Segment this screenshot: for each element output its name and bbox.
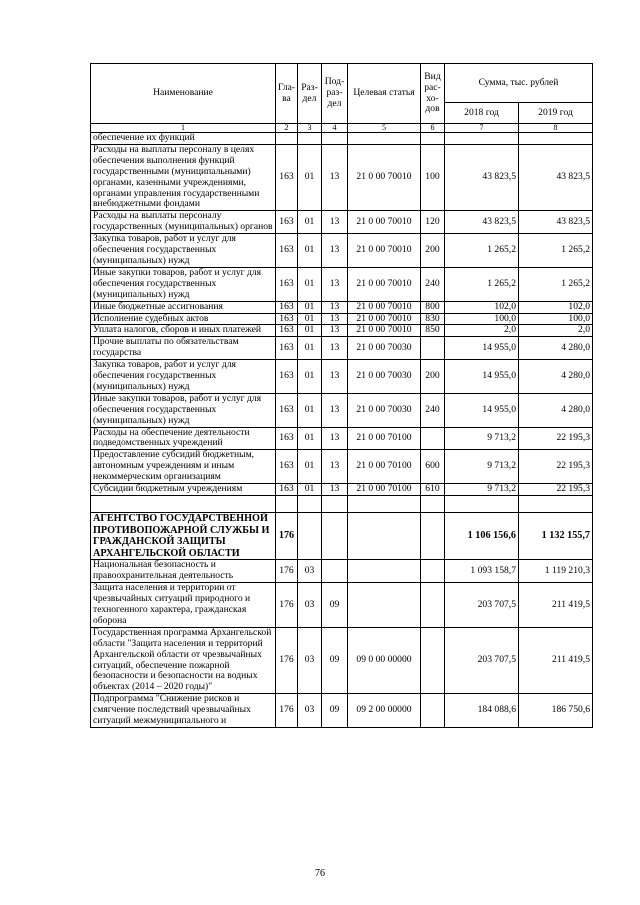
column-number: 7	[445, 124, 519, 133]
row-target-article: 09 2 00 00000	[348, 694, 421, 728]
row-amount-2019: 22 195,3	[519, 484, 593, 496]
budget-table	[90, 63, 593, 728]
row-name: Иные закупки товаров, работ и услуг для обеспечения государственных (муниципальных) нужд	[91, 267, 276, 301]
row-expense-type	[421, 513, 445, 560]
row-amount-2018: 1 093 158,7	[445, 560, 519, 583]
table-row	[91, 144, 593, 210]
row-target-article	[348, 513, 421, 560]
row-chapter: 163	[276, 144, 298, 210]
row-amount-2019: 1 265,2	[519, 234, 593, 268]
table-row	[91, 427, 593, 450]
row-amount-2018: 100,0	[445, 313, 519, 325]
row-expense-type	[421, 694, 445, 728]
table-row	[91, 360, 593, 394]
row-chapter: 163	[276, 337, 298, 360]
row-amount-2018: 14 955,0	[445, 393, 519, 427]
row-section: 01	[298, 337, 322, 360]
table-row	[91, 313, 593, 325]
table-row	[91, 560, 593, 583]
row-amount-2019: 4 280,0	[519, 360, 593, 394]
spacer-cell	[519, 496, 593, 513]
row-expense-type	[421, 560, 445, 583]
row-chapter: 163	[276, 393, 298, 427]
table-row	[91, 513, 593, 560]
header-subsection: Под-раз-дел	[322, 64, 348, 124]
row-name: Подпрограмма "Снижение рисков и смягчение последствий чрезвычайных ситуаций межмуниципального и	[91, 694, 276, 728]
row-name: Предоставление субсидий бюджетным, автономным учреждениям и иным некоммерческим организациям	[91, 450, 276, 484]
row-subsection: 13	[322, 337, 348, 360]
header-section: Раз-дел	[298, 64, 322, 124]
row-expense-type: 830	[421, 313, 445, 325]
row-section	[298, 513, 322, 560]
table-body	[91, 133, 593, 728]
column-number: 6	[421, 124, 445, 133]
row-name: Государственная программа Архангельской области "Защита населения и территорий Архангельской области от чрезвычайных ситуаций, обеспечение пожарной безопасности и безопасности на водных объектах (2014 – 2020 годы)"	[91, 627, 276, 693]
row-amount-2018: 9 713,2	[445, 484, 519, 496]
row-subsection: 13	[322, 393, 348, 427]
row-expense-type	[421, 133, 445, 145]
table-row	[91, 234, 593, 268]
row-amount-2018: 203 707,5	[445, 583, 519, 628]
row-expense-type: 100	[421, 144, 445, 210]
row-amount-2018: 203 707,5	[445, 627, 519, 693]
row-target-article: 21 0 00 70010	[348, 144, 421, 210]
row-subsection: 13	[322, 450, 348, 484]
table-row	[91, 301, 593, 313]
row-chapter: 176	[276, 513, 298, 560]
spacer-cell	[348, 496, 421, 513]
row-amount-2019: 2,0	[519, 325, 593, 337]
row-subsection: 13	[322, 301, 348, 313]
row-target-article: 21 0 00 70010	[348, 267, 421, 301]
row-amount-2019: 1 265,2	[519, 267, 593, 301]
row-amount-2018: 9 713,2	[445, 450, 519, 484]
row-subsection: 13	[322, 144, 348, 210]
row-target-article: 21 0 00 70030	[348, 393, 421, 427]
row-name: Закупка товаров, работ и услуг для обеспечения государственных (муниципальных) нужд	[91, 360, 276, 394]
spacer-row	[91, 496, 593, 513]
table-row	[91, 133, 593, 145]
table-row	[91, 627, 593, 693]
column-number: 4	[322, 124, 348, 133]
row-section: 03	[298, 694, 322, 728]
row-subsection: 13	[322, 484, 348, 496]
row-expense-type: 240	[421, 393, 445, 427]
row-amount-2019: 1 132 155,7	[519, 513, 593, 560]
row-chapter: 176	[276, 583, 298, 628]
row-amount-2019	[519, 133, 593, 145]
row-section: 01	[298, 393, 322, 427]
row-amount-2019: 4 280,0	[519, 393, 593, 427]
table-row	[91, 325, 593, 337]
row-subsection: 13	[322, 211, 348, 234]
row-expense-type: 610	[421, 484, 445, 496]
row-name: Закупка товаров, работ и услуг для обеспечения государственных (муниципальных) нужд	[91, 234, 276, 268]
spacer-cell	[298, 496, 322, 513]
table-row	[91, 211, 593, 234]
row-chapter: 176	[276, 627, 298, 693]
table-row	[91, 267, 593, 301]
row-amount-2018: 102,0	[445, 301, 519, 313]
row-expense-type: 200	[421, 360, 445, 394]
row-name: Национальная безопасность и правоохранительная деятельность	[91, 560, 276, 583]
spacer-cell	[445, 496, 519, 513]
row-section: 01	[298, 484, 322, 496]
row-expense-type: 120	[421, 211, 445, 234]
row-section: 03	[298, 583, 322, 628]
row-amount-2018: 1 265,2	[445, 234, 519, 268]
row-section: 01	[298, 313, 322, 325]
row-amount-2018: 1 106 156,6	[445, 513, 519, 560]
header-amount: Сумма, тыс. рублей	[445, 64, 593, 103]
row-chapter: 163	[276, 313, 298, 325]
row-amount-2019: 100,0	[519, 313, 593, 325]
row-expense-type: 850	[421, 325, 445, 337]
row-target-article: 09 0 00 00000	[348, 627, 421, 693]
row-name: Исполнение судебных актов	[91, 313, 276, 325]
row-amount-2019: 102,0	[519, 301, 593, 313]
row-target-article: 21 0 00 70100	[348, 427, 421, 450]
row-amount-2018: 43 823,5	[445, 211, 519, 234]
spacer-cell	[91, 496, 276, 513]
row-subsection: 13	[322, 360, 348, 394]
row-target-article: 21 0 00 70010	[348, 325, 421, 337]
row-amount-2019: 22 195,3	[519, 450, 593, 484]
row-subsection: 13	[322, 313, 348, 325]
row-amount-2018: 1 265,2	[445, 267, 519, 301]
table-row	[91, 484, 593, 496]
row-amount-2019: 186 750,6	[519, 694, 593, 728]
row-amount-2018: 184 088,6	[445, 694, 519, 728]
row-subsection: 09	[322, 583, 348, 628]
row-amount-2018: 14 955,0	[445, 337, 519, 360]
row-subsection: 13	[322, 427, 348, 450]
row-name: Расходы на обеспечение деятельности подведомственных учреждений	[91, 427, 276, 450]
header-target: Целевая статья	[348, 64, 421, 124]
row-chapter	[276, 133, 298, 145]
row-subsection: 09	[322, 694, 348, 728]
row-amount-2018: 14 955,0	[445, 360, 519, 394]
row-expense-type	[421, 337, 445, 360]
row-name: Расходы на выплаты персоналу государственных (муниципальных) органов	[91, 211, 276, 234]
row-target-article: 21 0 00 70030	[348, 360, 421, 394]
row-amount-2019: 43 823,5	[519, 211, 593, 234]
row-expense-type	[421, 627, 445, 693]
row-chapter: 163	[276, 234, 298, 268]
row-section: 01	[298, 267, 322, 301]
page-number: 76	[315, 868, 325, 879]
row-name: Прочие выплаты по обязательствам государства	[91, 337, 276, 360]
row-subsection	[322, 513, 348, 560]
column-number: 8	[519, 124, 593, 133]
row-target-article: 21 0 00 70030	[348, 337, 421, 360]
row-chapter: 163	[276, 427, 298, 450]
row-expense-type	[421, 583, 445, 628]
row-name: Иные бюджетные ассигнования	[91, 301, 276, 313]
row-chapter: 163	[276, 325, 298, 337]
row-subsection	[322, 133, 348, 145]
row-chapter: 163	[276, 484, 298, 496]
row-name: Субсидии бюджетным учреждениям	[91, 484, 276, 496]
row-name: АГЕНТСТВО ГОСУДАРСТВЕННОЙ ПРОТИВОПОЖАРНОЙ СЛУЖБЫ И ГРАЖДАНСКОЙ ЗАЩИТЫ АРХАНГЕЛЬСКОЙ ОБЛАСТИ	[91, 513, 276, 560]
row-section	[298, 133, 322, 145]
row-amount-2019: 22 195,3	[519, 427, 593, 450]
row-target-article	[348, 583, 421, 628]
row-expense-type: 200	[421, 234, 445, 268]
row-target-article: 21 0 00 70010	[348, 211, 421, 234]
header-expense-type: Вид рас-хо-дов	[421, 64, 445, 124]
row-section: 01	[298, 360, 322, 394]
header-chapter: Гла-ва	[276, 64, 298, 124]
row-section: 01	[298, 427, 322, 450]
spacer-cell	[421, 496, 445, 513]
spacer-cell	[322, 496, 348, 513]
row-name: обеспечение их функций	[91, 133, 276, 145]
row-amount-2019: 211 419,5	[519, 583, 593, 628]
row-amount-2018	[445, 133, 519, 145]
column-number: 3	[298, 124, 322, 133]
row-target-article: 21 0 00 70010	[348, 313, 421, 325]
row-name: Защита населения и территории от чрезвычайных ситуаций природного и техногенного характера, гражданская оборона	[91, 583, 276, 628]
row-target-article	[348, 560, 421, 583]
row-target-article: 21 0 00 70010	[348, 301, 421, 313]
row-target-article: 21 0 00 70100	[348, 450, 421, 484]
row-subsection: 09	[322, 627, 348, 693]
row-chapter: 176	[276, 694, 298, 728]
row-target-article	[348, 133, 421, 145]
table-row	[91, 450, 593, 484]
row-section: 01	[298, 301, 322, 313]
row-amount-2018: 9 713,2	[445, 427, 519, 450]
row-chapter: 163	[276, 450, 298, 484]
row-chapter: 163	[276, 301, 298, 313]
table-row	[91, 694, 593, 728]
table-row	[91, 337, 593, 360]
row-amount-2019: 43 823,5	[519, 144, 593, 210]
header-year-2019: 2019 год	[519, 103, 593, 124]
row-expense-type	[421, 427, 445, 450]
row-subsection: 13	[322, 234, 348, 268]
table-row	[91, 583, 593, 628]
row-chapter: 163	[276, 267, 298, 301]
row-name: Уплата налогов, сборов и иных платежей	[91, 325, 276, 337]
column-number: 1	[91, 124, 276, 133]
row-name: Расходы на выплаты персоналу в целях обеспечения выполнения функций государственными (муниципальными) органами, казенными учреждениями, органами управления государственными внебюджетными фондами	[91, 144, 276, 210]
row-amount-2019: 1 119 210,3	[519, 560, 593, 583]
row-subsection: 13	[322, 325, 348, 337]
row-expense-type: 600	[421, 450, 445, 484]
row-expense-type: 800	[421, 301, 445, 313]
row-target-article: 21 0 00 70010	[348, 234, 421, 268]
row-amount-2019: 211 419,5	[519, 627, 593, 693]
row-chapter: 163	[276, 211, 298, 234]
row-expense-type: 240	[421, 267, 445, 301]
row-section: 01	[298, 450, 322, 484]
row-chapter: 163	[276, 360, 298, 394]
row-section: 03	[298, 627, 322, 693]
row-target-article: 21 0 00 70100	[348, 484, 421, 496]
table-row	[91, 393, 593, 427]
row-section: 03	[298, 560, 322, 583]
column-number: 2	[276, 124, 298, 133]
row-name: Иные закупки товаров, работ и услуг для обеспечения государственных (муниципальных) нужд	[91, 393, 276, 427]
row-section: 01	[298, 234, 322, 268]
row-amount-2019: 4 280,0	[519, 337, 593, 360]
header-year-2018: 2018 год	[445, 103, 519, 124]
row-chapter: 176	[276, 560, 298, 583]
row-section: 01	[298, 211, 322, 234]
row-subsection	[322, 560, 348, 583]
row-section: 01	[298, 325, 322, 337]
column-number: 5	[348, 124, 421, 133]
row-amount-2018: 2,0	[445, 325, 519, 337]
row-subsection: 13	[322, 267, 348, 301]
row-section: 01	[298, 144, 322, 210]
row-amount-2018: 43 823,5	[445, 144, 519, 210]
header-name: Наименование	[91, 64, 276, 124]
spacer-cell	[276, 496, 298, 513]
